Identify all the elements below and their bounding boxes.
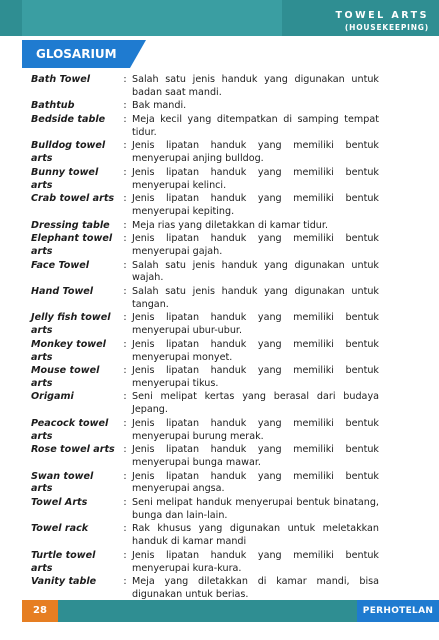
- glossary-entry: [31, 365, 379, 391]
- glossary-term: Face Towel: [31, 259, 90, 271]
- footer-band: [22, 600, 439, 622]
- glossary-term: Dressing table: [31, 219, 110, 231]
- header-accent: [22, 0, 282, 36]
- glossary-entry: [31, 233, 379, 259]
- glossary-entry: [31, 193, 379, 219]
- glossary-definition: Jenis lipatan handuk yang memiliki bentuk menyerupai angsa.: [132, 470, 379, 495]
- glossary-separator: :: [123, 497, 127, 509]
- glossary-definition: Rak khusus yang digunakan untuk meletakkan handuk di kamar mandi: [132, 523, 379, 548]
- glossary-term: Elephant towel arts: [31, 233, 113, 257]
- glossary-entry: [31, 471, 379, 497]
- glossary-separator: :: [123, 576, 127, 588]
- glossary-definition: Bak mandi.: [132, 100, 187, 112]
- glossary-entry: [31, 114, 379, 140]
- glossary-term: Monkey towel arts: [31, 338, 106, 363]
- page-number: 28: [22, 600, 58, 622]
- glossary-entry: [31, 100, 379, 113]
- glossary-term: Bulldog towel arts: [31, 140, 106, 165]
- glossary-definition: Meja yang diletakkan di kamar mandi, bisa digunakan untuk berias.: [132, 576, 379, 601]
- glossary-definition: Salah satu jenis handuk yang digunakan untuk wajah.: [132, 259, 379, 284]
- glossary-separator: :: [123, 285, 127, 297]
- glossary-entry: [31, 550, 379, 576]
- glossary-term: Towel rack: [31, 523, 89, 535]
- glossary-definition: Jenis lipatan handuk yang memiliki bentuk menyerupai kura-kura.: [132, 549, 379, 574]
- glossary-separator: :: [123, 74, 127, 85]
- glossary-separator: :: [123, 166, 127, 178]
- glossary-separator: :: [123, 470, 127, 482]
- glossary-separator: :: [123, 113, 127, 125]
- glossary-term: Crab towel arts: [31, 193, 115, 205]
- glossary-definition: Jenis lipatan handuk yang memiliki bentuk menyerupai anjing bulldog.: [132, 140, 379, 165]
- glossary-entry: [31, 220, 379, 233]
- glossary-separator: :: [123, 549, 127, 561]
- glossary-definition: Jenis lipatan handuk yang memiliki bentuk menyerupai tikus.: [132, 365, 379, 389]
- glossary-separator: :: [123, 233, 127, 245]
- glossary-separator: :: [123, 312, 127, 324]
- glossary-definition: Jenis lipatan handuk yang memiliki bentuk menyerupai bunga mawar.: [132, 444, 379, 469]
- series-title: [336, 10, 429, 34]
- glossary-definition: Jenis lipatan handuk yang memiliki bentuk menyerupai kelinci.: [132, 166, 379, 191]
- glossary-definition: Seni melipat kertas yang berasal dari budaya Jepang.: [132, 391, 379, 416]
- book-title: PERHOTELAN: [357, 600, 439, 622]
- glossary-entry: [31, 497, 379, 523]
- glossary-entry: [31, 444, 379, 470]
- glossary-term: Bathtub: [31, 100, 75, 112]
- glossary-definition: Salah satu jenis handuk yang digunakan untuk tangan.: [132, 285, 379, 310]
- glossary-term: Bath Towel: [31, 74, 91, 85]
- glossary-entry: [31, 523, 379, 549]
- glossary-entry: [31, 140, 379, 166]
- glossary-separator: :: [123, 444, 127, 456]
- glossary-term: Turtle towel arts: [31, 549, 96, 574]
- glossary-entry: [31, 167, 379, 193]
- series-title-sub: (HOUSEKEEPING): [344, 23, 429, 32]
- glossary-entry: [31, 74, 379, 100]
- glossary-definition: Jenis lipatan handuk yang memiliki bentuk menyerupai kepiting.: [132, 193, 379, 217]
- glossary-definition: Jenis lipatan handuk yang memiliki bentuk menyerupai gajah.: [132, 233, 379, 257]
- glossary-entry: [31, 418, 379, 444]
- glossary-term: Towel Arts: [31, 497, 88, 509]
- glossary-entry: [31, 576, 379, 602]
- glossary-term: Bedside table: [31, 113, 106, 125]
- glossary-entry: [31, 286, 379, 312]
- glossary-definition: Meja kecil yang ditempatkan di samping tempat tidur.: [132, 113, 379, 138]
- glossary-definition: Jenis lipatan handuk yang memiliki bentuk menyerupai ubur-ubur.: [132, 312, 379, 337]
- section-title: GLOSARIUM: [22, 40, 130, 68]
- glossary-separator: :: [123, 365, 127, 377]
- glossary-term: Swan towel arts: [31, 470, 94, 495]
- glossary-separator: :: [123, 391, 127, 403]
- glossary-definition: Jenis lipatan handuk yang memiliki bentuk menyerupai monyet.: [132, 338, 379, 363]
- glossary-term: Mouse towel arts: [31, 365, 100, 389]
- glossary-separator: :: [123, 417, 127, 429]
- glossary-term: Peacock towel arts: [31, 417, 109, 442]
- glossary-definition: Salah satu jenis handuk yang digunakan untuk badan saat mandi.: [132, 74, 379, 98]
- glossary-separator: :: [123, 140, 127, 152]
- glossary-term: Vanity table: [31, 576, 97, 588]
- glossary-term: Bunny towel arts: [31, 166, 99, 191]
- glossary-separator: :: [123, 338, 127, 350]
- glossary-entry: [31, 312, 379, 338]
- glossary-entry: [31, 260, 379, 286]
- glossary-definition: Jenis lipatan handuk yang memiliki bentuk menyerupai burung merak.: [132, 417, 379, 442]
- series-title-main: TOWEL ARTS: [335, 10, 429, 21]
- glossary-definition: Meja rias yang diletakkan di kamar tidur.: [132, 219, 329, 231]
- glossary-separator: :: [123, 219, 127, 231]
- glossary-separator: :: [123, 259, 127, 271]
- glossary-term: Rose towel arts: [31, 444, 115, 456]
- glossary-separator: :: [123, 193, 127, 205]
- glossary-term: Hand Towel: [31, 285, 94, 297]
- glossary-entry: [31, 391, 379, 417]
- glossary-entry: [31, 339, 379, 365]
- glossary-separator: :: [123, 523, 127, 535]
- glossary-definition: Seni melipat handuk menyerupai bentuk binatang, bunga dan lain-lain.: [132, 497, 379, 521]
- glossary-separator: :: [123, 100, 127, 112]
- glossary-term: Origami: [31, 391, 74, 403]
- glossary-list: [31, 74, 379, 603]
- glossary-term: Jelly fish towel arts: [31, 312, 111, 337]
